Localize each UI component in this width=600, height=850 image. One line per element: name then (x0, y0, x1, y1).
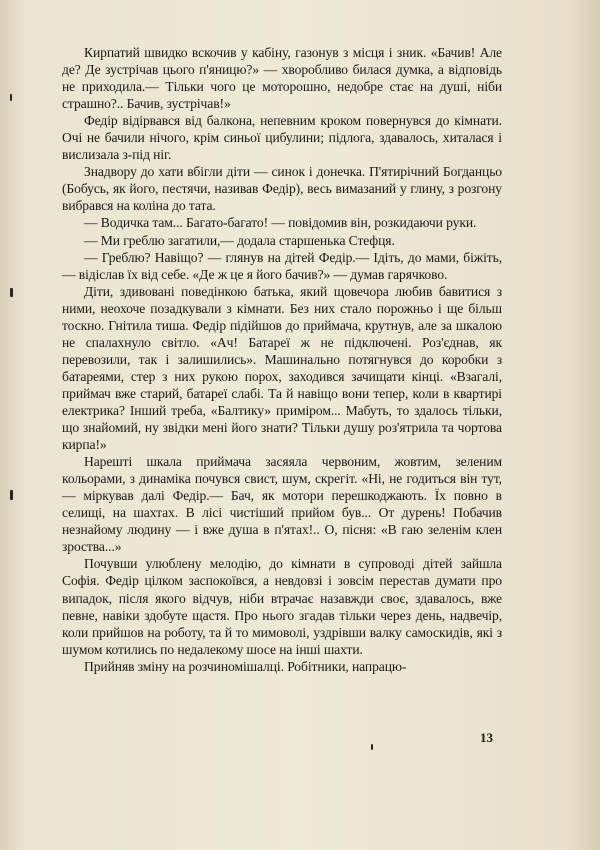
paragraph: Кирпатий швидко вскочив у кабіну, газонув з місця і зник. «Бачив! Але де? Де зустрічав цього п'яницю?» — хворобливо билася думка, а відповідь не приходила.— Тільки чого це моторошно, недобре стає на душі, ніби страшно?.. Бачив, зустрічав!» (62, 45, 502, 112)
margin-mark (10, 94, 12, 101)
paragraph: Діти, здивовані поведінкою батька, який щовечора любив бавитися з ними, неохоче позадкували з кімнати. Без них стало порожньо і ще більш тоскно. Гнітила тиша. Федір підійшов до приймача, крутнув, але за шкалою не спалахнуло світло. «Ач! Батареї ж не підключені. Роз'єднав, як перевозили, так і залишились». Машинально потягнувся до коробки з батареями, стер з них рукою порох, заходився зачищати кінці. «Взагалі, приймач вже старий, батареї слабі. Та й навіщо вони тепер, коли в квартирі електрика? Інший треба, «Балтику» приміром... Мабуть, то здалось тільки, що знайомий, ну звідки мені його знати? Тільки душу роз'ятрила та чортова кирпа!» (62, 283, 502, 453)
paragraph: Знадвору до хати вбігли діти — синок і донечка. П'ятирічний Богданцьо (Бобусь, як його, пестячи, називав Федір), весь вимазаний у глину, з розгону вибрався на коліна до тата. (62, 164, 502, 214)
body-text (62, 44, 502, 675)
paragraph: — Ми греблю загатили,— додала старшенька Стефця. (84, 232, 395, 248)
margin-mark (10, 490, 13, 500)
paragraph: — Греблю? Навіщо? — глянув на дітей Федір.— Ідіть, до мами, біжіть,— відіслав їх від себе. «Де ж це я його бачив?» — думав гарячково. (62, 249, 502, 282)
paragraph: — Водичка там... Багато-багато! — повідомив він, розкидаючи руки. (84, 215, 477, 231)
paragraph: Федір відірвався від балкона, непевним кроком повернувся до кімнати. Очі не бачили нічого, крім синьої цибулини; підлога, здавалось, хиталася і вислизала з-під ніг. (62, 113, 502, 163)
paragraph: Прийняв зміну на розчиномішалці. Робітники, напрацю- (84, 658, 407, 674)
paragraph: Почувши улюблену мелодію, до кімнати в супроводі дітей зайшла Софія. Федір цілком заспокоївся, а невдовзі і зовсім перестав думати про випадок, після якого відчув, ніби втрачає назавжди своє, здавалось, вже певне, навіки здобуте щастя. Про нього згадав тільки через день, надвечір, коли прийшов на роботу, та й то мимоволі, уздрівши валку самоскидів, які з шумом котились по недалекому шосе на інші шахти. (62, 556, 502, 657)
paragraph: Нарешті шкала приймача засяяла червоним, жовтим, зеленим кольорами, з динаміка почувся свист, шум, скрегіт. «Ні, не годиться він тут,— міркував далі Федір.— Бач, як мотори перешкоджають. Їх повно в селищі, на шахтах. В лісі чистіший прийом був... От дурень! Побачив незнайому людину — і вже душа в п'ятах!.. О, пісня: «В гаю зеленім клен зроства...» (62, 454, 502, 555)
margin-mark (10, 288, 13, 297)
margin-mark (371, 744, 373, 750)
page-number: 13 (480, 730, 493, 745)
